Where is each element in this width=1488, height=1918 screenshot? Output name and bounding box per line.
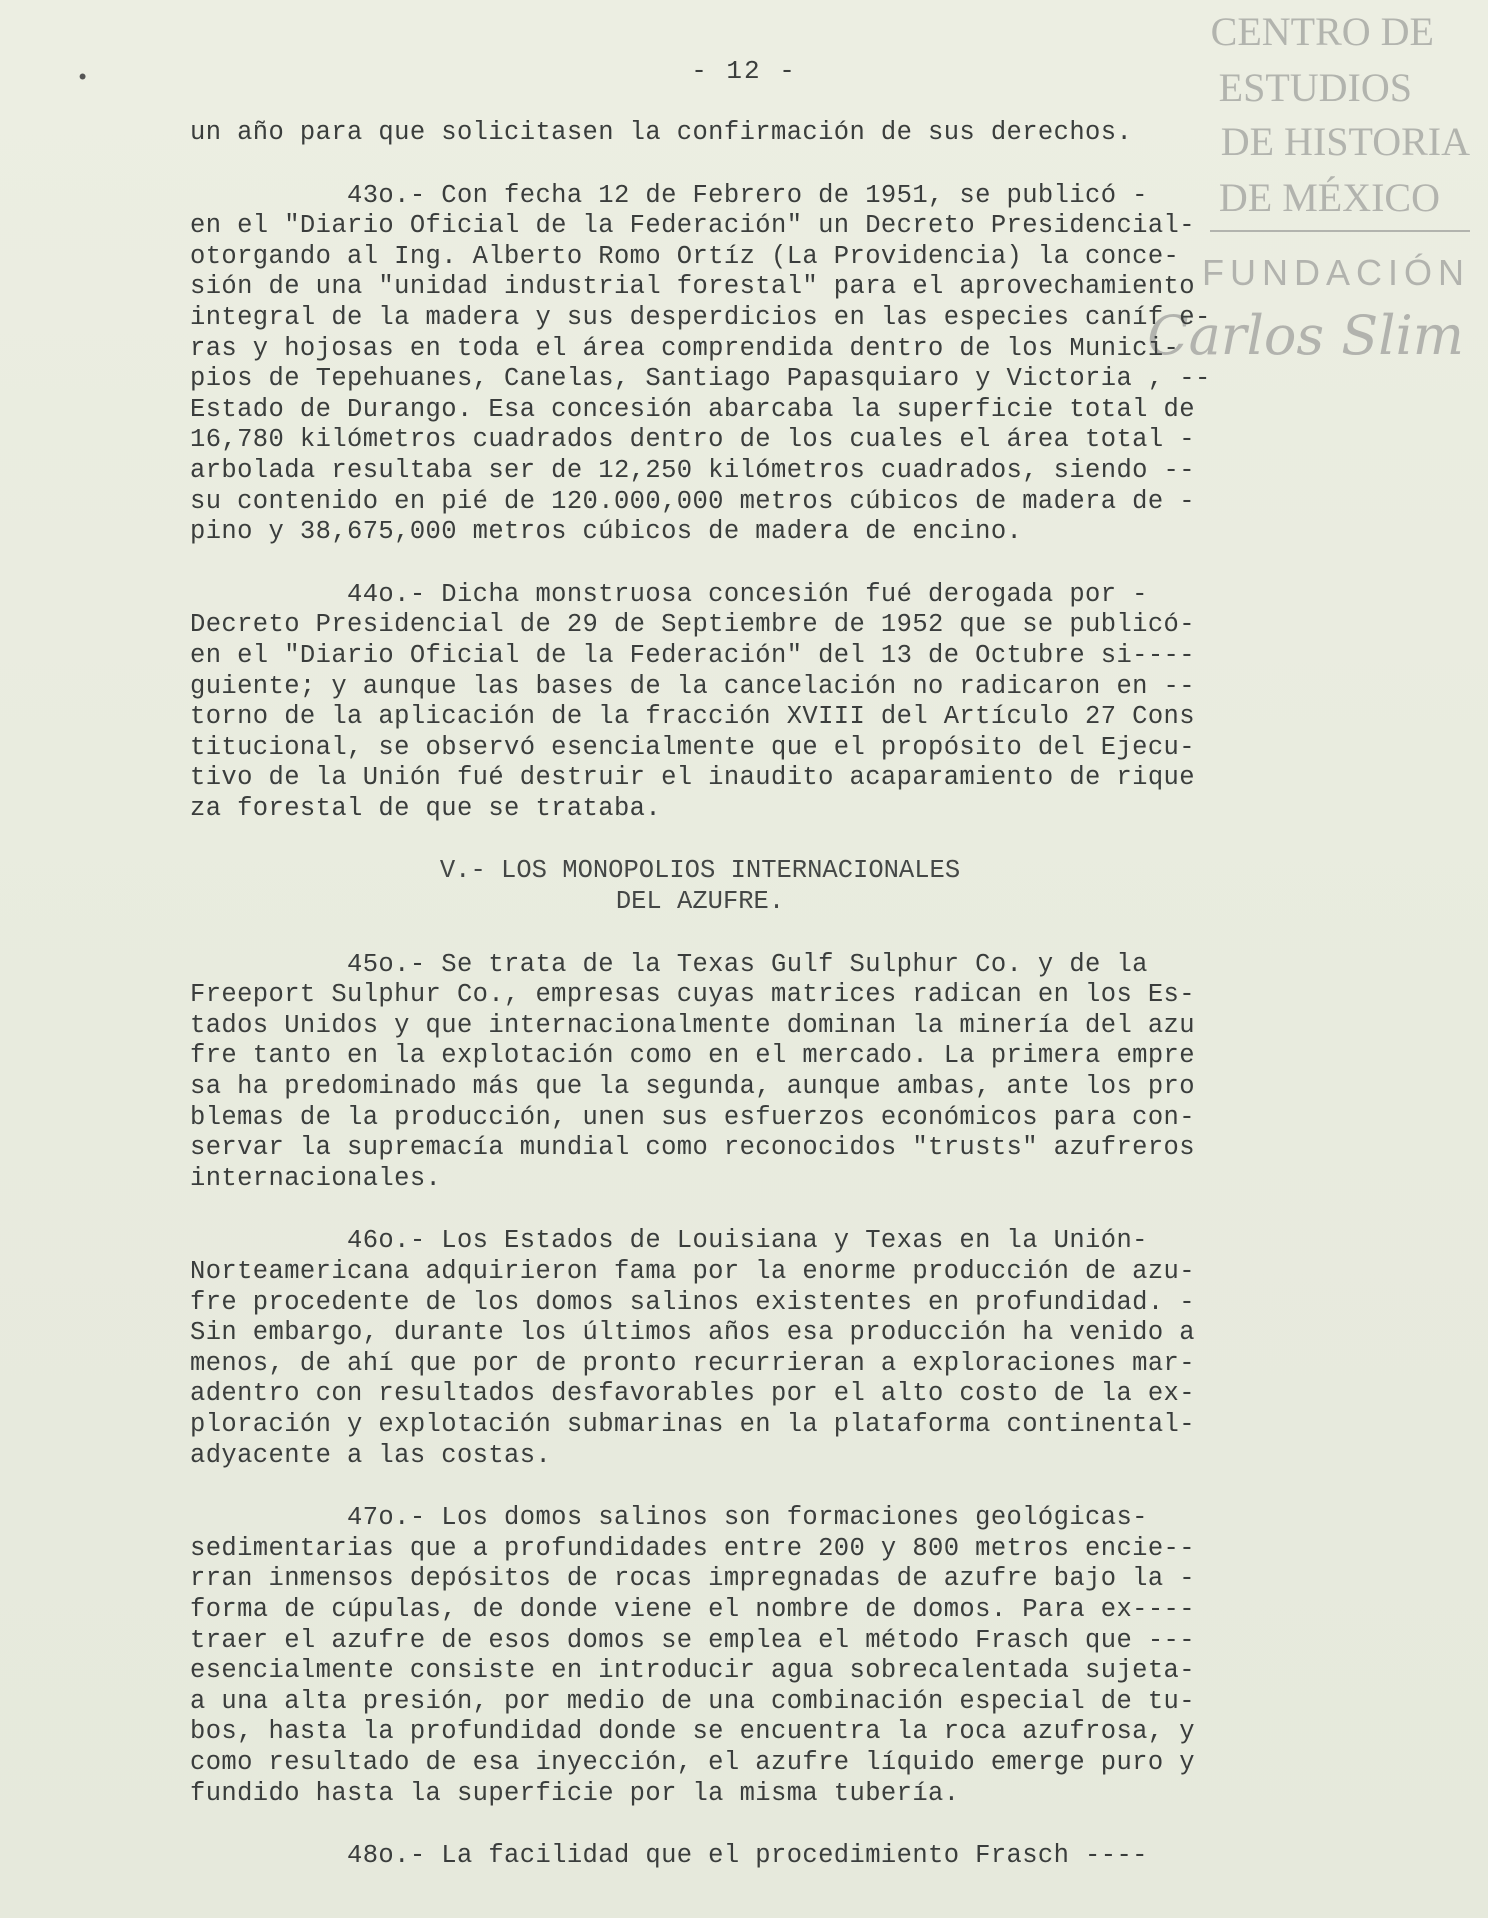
- text-line: adentro con resultados desfavorables por el alto costo de la ex-: [190, 1379, 1195, 1409]
- text-line: 47o.- Los domos salinos son formaciones geológicas-: [190, 1503, 1148, 1533]
- text-line: 16,780 kilómetros cuadrados dentro de los cuales el área total -: [190, 425, 1195, 455]
- text-line: pios de Tepehuanes, Canelas, Santiago Papasquiaro y Victoria , --: [190, 364, 1211, 394]
- text-line: tivo de la Unión fué destruir el inaudito acaparamiento de rique: [190, 763, 1195, 793]
- watermark-line-4: DE MÉXICO: [1218, 175, 1440, 220]
- watermark-line-2: ESTUDIOS: [1218, 65, 1412, 110]
- text-line: Estado de Durango. Esa concesión abarcaba la superficie total de: [190, 394, 1195, 424]
- text-line: Norteamericana adquirieron fama por la enorme producción de azu-: [190, 1257, 1195, 1286]
- watermark-signature: Carlos Slim: [1147, 304, 1464, 367]
- paragraph-46: [190, 1226, 1320, 1471]
- paragraph-45: [190, 950, 1320, 1195]
- text-line: sión de una "unidad industrial forestal" para el aprovechamiento: [190, 272, 1195, 302]
- text-line: internacionales.: [190, 1163, 442, 1193]
- paragraph-47: [190, 1503, 1320, 1809]
- text-line: 48o.- La facilidad que el procedimiento Frasch ----: [190, 1841, 1148, 1871]
- text-line: Sin embargo, durante los últimos años esa producción ha venido a: [190, 1318, 1195, 1348]
- text-line: adyacente a las costas.: [190, 1440, 552, 1470]
- text-line: 45o.- Se trata de la Texas Gulf Sulphur Co. y de la: [190, 949, 1148, 979]
- text-line: fundido hasta la superficie por la misma tubería.: [190, 1778, 960, 1808]
- document-body: [190, 118, 1320, 1872]
- text-line: pino y 38,675,000 metros cúbicos de madera de encino.: [190, 517, 1023, 547]
- text-line: su contenido en pié de 120.000,000 metros cúbicos de madera de -: [190, 486, 1195, 516]
- text-line: arbolada resultaba ser de 12,250 kilómetros cuadrados, siendo --: [190, 455, 1195, 485]
- paragraph-43: [190, 181, 1320, 548]
- text-line: un año para que solicitasen la confirmación de sus derechos.: [190, 118, 1133, 147]
- page-number: - 12 -: [691, 56, 797, 86]
- text-line: Freeport Sulphur Co., empresas cuyas matrices radican en los Es-: [190, 980, 1195, 1010]
- text-line: torno de la aplicación de la fracción XVIII del Artículo 27 Cons: [190, 702, 1195, 732]
- text-line: integral de la madera y sus desperdicios en las especies caníf e-: [190, 302, 1211, 332]
- text-line: sa ha predominado más que la segunda, aunque ambas, ante los pro: [190, 1072, 1195, 1102]
- text-line: fre procedente de los domos salinos existentes en profundidad. -: [190, 1287, 1195, 1317]
- text-line: Decreto Presidencial de 29 de Septiembre de 1952 que se publicó-: [190, 610, 1195, 640]
- watermark-fundacion: FUNDACIÓN: [1202, 252, 1470, 293]
- paragraph-continuation: [190, 118, 1320, 149]
- text-line: 43o.- Con fecha 12 de Febrero de 1951, se publicó -: [190, 180, 1148, 210]
- text-line: guiente; y aunque las bases de la cancelación no radicaron en --: [190, 671, 1195, 701]
- text-line: 46o.- Los Estados de Louisiana y Texas en la Unión-: [190, 1226, 1148, 1256]
- watermark-line-1: CENTRO DE: [1210, 9, 1434, 54]
- text-line: bos, hasta la profundidad donde se encuentra la roca azufrosa, y: [190, 1717, 1195, 1747]
- text-line: forma de cúpulas, de donde viene el nombre de domos. Para ex----: [190, 1594, 1195, 1624]
- text-line: 44o.- Dicha monstruosa concesión fué derogada por -: [190, 579, 1148, 609]
- paragraph-44: [190, 580, 1320, 825]
- text-line: fre tanto en la explotación como en el mercado. La primera empre: [190, 1041, 1195, 1071]
- text-line: traer el azufre de esos domos se emplea el método Frasch que ---: [190, 1625, 1195, 1655]
- text-line: tados Unidos y que internacionalmente dominan la minería del azu: [190, 1010, 1195, 1040]
- text-line: en el "Diario Oficial de la Federación" un Decreto Presidencial-: [190, 211, 1195, 241]
- watermark-line-3: DE HISTORIA: [1220, 119, 1470, 164]
- text-line: menos, de ahí que por de pronto recurrieran a exploraciones mar-: [190, 1348, 1195, 1378]
- text-line: blemas de la producción, unen sus esfuerzos económicos para con-: [190, 1102, 1195, 1132]
- text-line: en el "Diario Oficial de la Federación" del 13 de Octubre si----: [190, 640, 1195, 670]
- text-line: a una alta presión, por medio de una combinación especial de tu-: [190, 1686, 1195, 1716]
- text-line: za forestal de que se trataba.: [190, 793, 662, 823]
- text-line: esencialmente consiste en introducir agua sobrecalentada sujeta-: [190, 1656, 1195, 1686]
- text-line: otorgando al Ing. Alberto Romo Ortíz (La Providencia) la conce-: [190, 241, 1180, 271]
- paragraph-48: [190, 1841, 1320, 1872]
- text-line: titucional, se observó esencialmente que el propósito del Ejecu-: [190, 732, 1195, 762]
- text-line: ploración y explotación submarinas en la plataforma continental-: [190, 1409, 1195, 1439]
- text-line: rran inmensos depósitos de rocas impregnadas de azufre bajo la -: [190, 1564, 1195, 1594]
- text-line: sedimentarias que a profundidades entre 200 y 800 metros encie--: [190, 1533, 1195, 1563]
- section-heading: [190, 856, 1320, 917]
- text-line: como resultado de esa inyección, el azufre líquido emerge puro y: [190, 1747, 1195, 1777]
- text-line: ras y hojosas en toda el área comprendida dentro de los Munici-: [190, 333, 1180, 363]
- heading-line: V.- LOS MONOPOLIOS INTERNACIONALES: [439, 856, 961, 886]
- margin-mark: •: [76, 66, 90, 91]
- text-line: servar la supremacía mundial como reconocidos "trusts" azufreros: [190, 1133, 1195, 1163]
- heading-line: DEL AZUFRE.: [615, 887, 785, 917]
